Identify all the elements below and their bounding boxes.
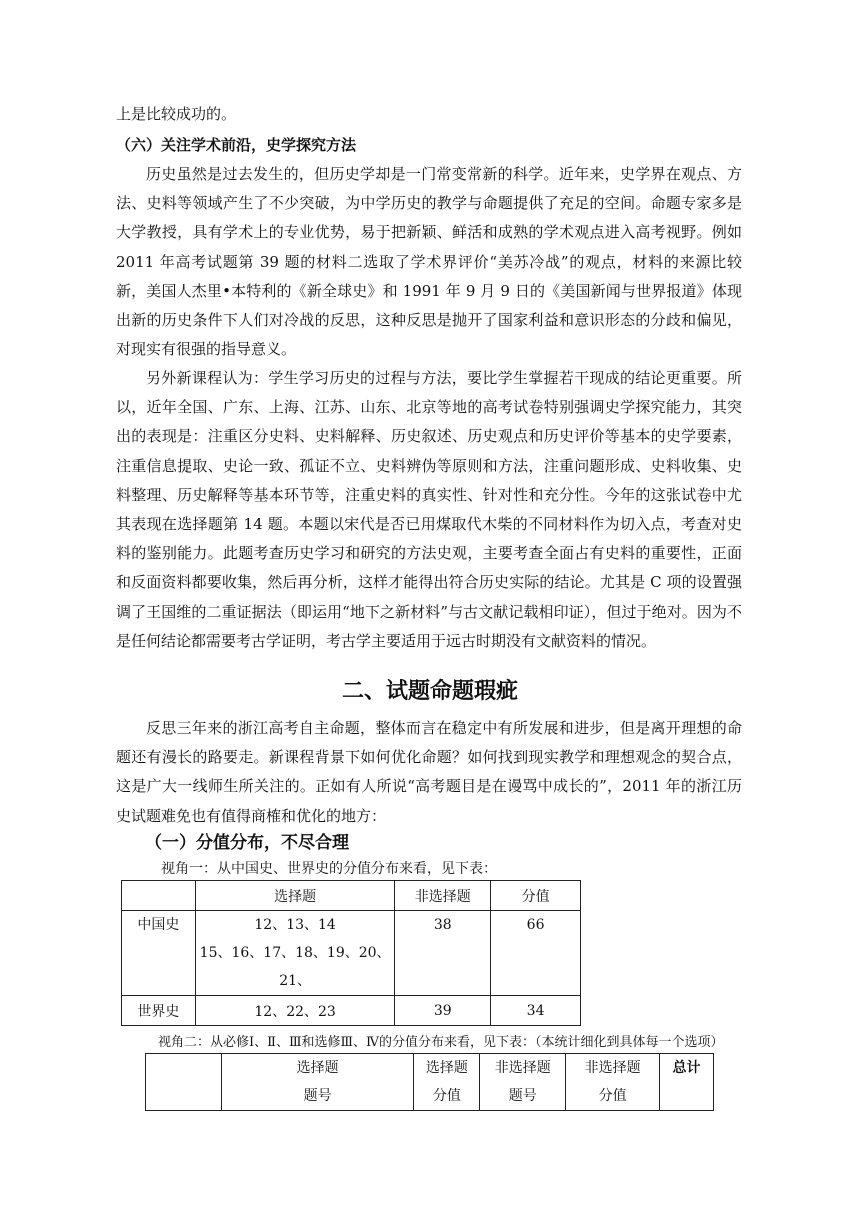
table-header-cell bbox=[480, 1054, 566, 1111]
cell-line: 非选择题 bbox=[584, 1060, 641, 1076]
cell-line: 题号 bbox=[508, 1088, 537, 1104]
table-cell bbox=[195, 911, 395, 996]
view1-caption: 视角一：从中国史、世界史的分值分布来看，见下表： bbox=[161, 861, 497, 877]
table-header-row bbox=[146, 1054, 714, 1111]
table-cell: 34 bbox=[491, 996, 581, 1026]
score-distribution-table-1 bbox=[121, 880, 581, 1026]
cell-value: 38 bbox=[433, 917, 452, 933]
table-header-cell: 分值 bbox=[491, 881, 581, 911]
section6-paragraph-1: 历史虽然是过去发生的，但历史学却是一门常变常新的科学。近年来，史学界在观点、方法、史料等领域产生了不少突破，为中学历史的教学与命题提供了充足的空间。命题专家多是大学教授，具有学术上的专业优势，易于把新颖、鲜活和成熟的学术观点进入高考视野。例如 2011 年高考试题第 39 题的材料二选取了学术界评价“美苏冷战”的观点，材料的来源比较新，美国人杰里•本特利的《新全球史》和 1991 年 9 月 9 日的《美国新闻与世界报道》体现出新的历史条件下人们对冷战的反思，这种反思是抛开了国家利益和意识形态的分歧和偏见，对现实有很强的指导意义。 bbox=[116, 165, 742, 359]
table-header-cell bbox=[566, 1054, 660, 1111]
table-cell bbox=[395, 911, 491, 996]
table-cell bbox=[491, 911, 581, 996]
table-header-cell bbox=[414, 1054, 480, 1111]
section2-heading: 二、试题命题瑕疵 bbox=[341, 679, 518, 704]
subsection1-heading: （一）分值分布，不尽合理 bbox=[145, 833, 349, 853]
cell-line: 总计 bbox=[672, 1060, 701, 1076]
section2-paragraph: 反思三年来的浙江高考自主命题，整体而言在稳定中有所发展和进步，但是离开理想的命题还有漫长的路要走。新课程背景下如何优化命题？如何找到现实教学和理想观念的契合点，这是广大一线师生所关注的。正如有人所说“高考题目是在谩骂中成长的”，2011 年的浙江历史试题难免也有值得商榷和优化的地方： bbox=[116, 719, 742, 825]
table-header-cell bbox=[221, 1054, 414, 1111]
section6-paragraph-2: 另外新课程认为：学生学习历史的过程与方法，要比学生掌握若干现成的结论更重要。所以，近年全国、广东、上海、江苏、山东、北京等地的高考试卷特别强调史学探究能力，其突出的表现是：注重区分史料、史料解释、历史叙述、历史观点和历史评价等基本的史学要素，注重信息提取、史论一致、孤证不立、史料辨伪等原则和方法，注重问题形成、史料收集、史料整理、历史解释等基本环节等，注重史料的真实性、针对性和充分性。今年的这张试卷中尤其表现在选择题第 14 题。本题以宋代是否已用煤取代木柴的不同材料作为切入点，考查对史料的鉴别能力。此题考查历史学习和研究的方法史观，主要考查全面占有史料的重要性，正面和反面资料都要收集，然后再分析，这样才能得出符合历史实际的结论。尤其是 C 项的设置强调了王国维的二重证据法（即运用“地下之新材料”与古文献记载相印证），但过于绝对。因为不是任何结论都需要考古学证明，考古学主要适用于远古时期没有文献资料的情况。 bbox=[116, 369, 742, 650]
table-row bbox=[122, 911, 581, 996]
table-header-cell bbox=[146, 1054, 222, 1111]
score-distribution-table-2 bbox=[145, 1053, 714, 1111]
row-label: 中国史 bbox=[137, 917, 180, 933]
cell-line: 非选择题 bbox=[494, 1060, 551, 1076]
row-label: 世界史 bbox=[122, 996, 196, 1026]
cell-line: 分值 bbox=[598, 1088, 627, 1104]
intro-line: 上是比较成功的。 bbox=[116, 105, 237, 123]
table-header-cell bbox=[122, 881, 196, 911]
view2-caption: 视角二：从必修Ⅰ、Ⅱ、Ⅲ和选修Ⅲ、Ⅳ的分值分布来看，见下表：（本统计细化到具体每一个选项） bbox=[158, 1035, 724, 1050]
table-cell: 12、22、23 bbox=[195, 996, 395, 1026]
cell-line: 选择题 bbox=[425, 1060, 468, 1076]
cell-line: 题号 bbox=[303, 1088, 332, 1104]
table-cell: 39 bbox=[395, 996, 491, 1026]
table-cell bbox=[122, 911, 196, 996]
cell-value: 66 bbox=[526, 917, 545, 933]
table-row bbox=[122, 996, 581, 1026]
table-header-cell: 选择题 bbox=[195, 881, 395, 911]
cell-line: 选择题 bbox=[296, 1060, 339, 1076]
cell-line: 分值 bbox=[432, 1088, 461, 1104]
cell-line: 15、16、17、18、19、20、21、 bbox=[199, 945, 391, 989]
table-header-cell bbox=[660, 1054, 714, 1111]
table-header-row bbox=[122, 881, 581, 911]
table-header-cell: 非选择题 bbox=[395, 881, 491, 911]
section6-heading: （六）关注学术前沿，史学探究方法 bbox=[116, 136, 357, 154]
cell-line: 12、13、14 bbox=[254, 917, 336, 933]
